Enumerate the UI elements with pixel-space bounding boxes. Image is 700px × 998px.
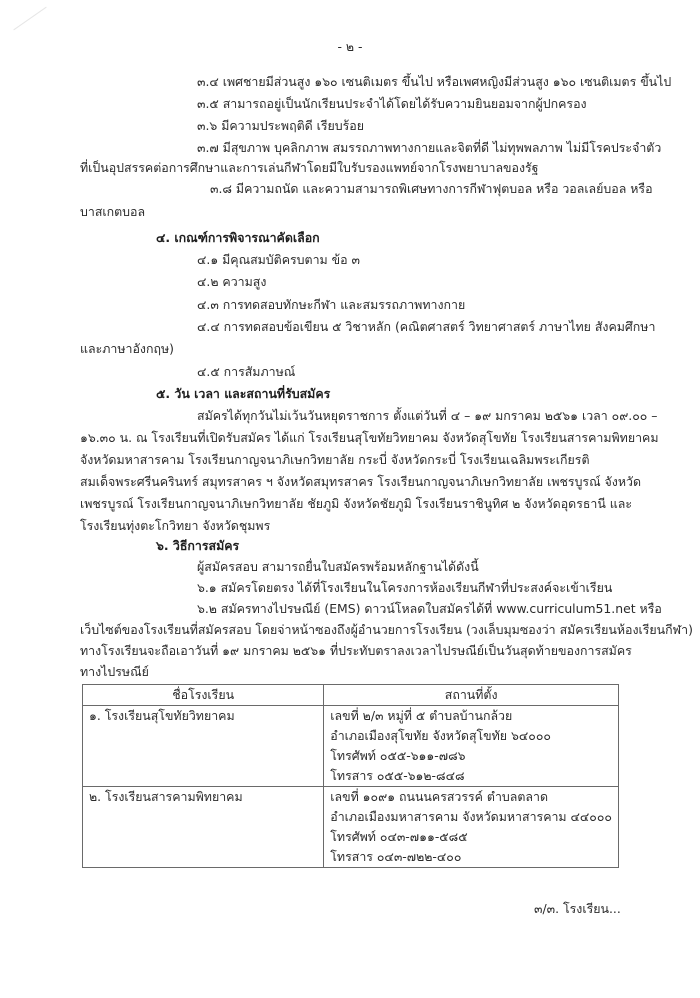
application-method-6-2-cont-1: เว็บไซต์ของโรงเรียนที่สมัครสอบ โดยจ่าหน้าซองถึงผู้อำนวยการโรงเรียน (วงเล็บมุมซองว่า สมัครเรียนห้องเรียนกีฬา) — [80, 622, 693, 637]
criterion-4-1: ๔.๑ มีคุณสมบัติครบตาม ข้อ ๓ — [197, 252, 360, 267]
criterion-4-4-cont: และภาษาอังกฤษ) — [80, 341, 174, 356]
qualification-3-4: ๓.๔ เพศชายมีส่วนสูง ๑๖๐ เซนติเมตร ขึ้นไป หรือเพศหญิงมีส่วนสูง ๑๖๐ เซนติเมตร ขึ้นไป — [197, 74, 672, 89]
qualification-3-6: ๓.๖ มีความประพฤติดี เรียบร้อย — [197, 118, 365, 133]
application-places-4: เพชรบูรณ์ โรงเรียนกาญจนาภิเษกวิทยาลัย ชัยภูมิ จังหวัดชัยภูมิ โรงเรียนราชินูทิศ ๒ จังหวัดอุดรธานี และ — [80, 496, 633, 511]
application-period: สมัครได้ทุกวันไม่เว้นวันหยุดราชการ ตั้งแต่วันที่ ๔ – ๑๙ มกราคม ๒๕๖๑ เวลา ๐๙.๐๐ – — [197, 408, 658, 423]
application-places-2: จังหวัดมหาสารคาม โรงเรียนกาญจนาภิเษกวิทยาลัย กระบี่ จังหวัดกระบี่ โรงเรียนเฉลิมพระเกียรติ — [80, 452, 590, 467]
phone-number: โทรศัพท์ ๐๔๓-๗๑๑-๕๘๕ — [330, 829, 468, 844]
table-header-row — [83, 685, 619, 706]
application-places-3: สมเด็จพระศรีนครินทร์ สมุทรสาคร ฯ จังหวัดสมุทรสาคร โรงเรียนกาญจนาภิเษกวิทยาลัย เพชรบูรณ์ จังหวัด — [80, 474, 642, 489]
address-line: เลขที่ ๒/๓ หมู่ที่ ๕ ตำบลบ้านกล้วย — [330, 708, 513, 723]
criterion-4-5: ๔.๕ การสัมภาษณ์ — [197, 364, 296, 379]
application-places-1: ๑๖.๓๐ น. ณ โรงเรียนที่เปิดรับสมัคร ได้แก่ โรงเรียนสุโขทัยวิทยาคม จังหวัดสุโขทัย โรงเรียนสารคามพิทยาคม — [80, 430, 659, 445]
application-method-6-2-cont-3: ทางไปรษณีย์ — [80, 664, 149, 679]
application-method-intro: ผู้สมัครสอบ สามารถยื่นใบสมัครพร้อมหลักฐานได้ดังนี้ — [197, 559, 479, 574]
address-line: เลขที่ ๑๐๙๑ ถนนนครสวรรค์ ตำบลตลาด — [330, 789, 549, 804]
criterion-4-3: ๔.๓ การทดสอบทักษะกีฬา และสมรรถภาพทางกาย — [197, 297, 466, 312]
section-5-heading: ๕. วัน เวลา และสถานที่รับสมัคร — [156, 386, 331, 401]
phone-number: โทรศัพท์ ๐๕๕-๖๑๑-๗๘๖ — [330, 748, 466, 763]
table-row — [83, 706, 619, 787]
schools-table — [82, 684, 619, 868]
qualification-3-7-cont: ที่เป็นอุปสรรคต่อการศึกษาและการเล่นกีฬาโดยมีใบรับรองแพทย์จากโรงพยาบาลของรัฐ — [80, 160, 539, 175]
section-4-heading: ๔. เกณฑ์การพิจารณาคัดเลือก — [156, 230, 320, 245]
application-method-6-1: ๖.๑ สมัครโดยตรง ได้ที่โรงเรียนในโครงการห้องเรียนกีฬาที่ประสงค์จะเข้าเรียน — [197, 580, 613, 595]
criterion-4-4: ๔.๔ การทดสอบข้อเขียน ๕ วิชาหลัก (คณิตศาสตร์ วิทยาศาสตร์ ภาษาไทย สังคมศึกษา — [197, 319, 656, 334]
address-district: อำเภอเมืองสุโขทัย จังหวัดสุโขทัย ๖๔๐๐๐ — [330, 728, 551, 743]
fax-number: โทรสาร ๐๔๓-๗๒๒-๔๐๐ — [330, 849, 462, 864]
qualification-3-5: ๓.๕ สามารถอยู่เป็นนักเรียนประจำได้โดยได้รับความยินยอมจากผู้ปกครอง — [197, 96, 587, 111]
page-number: - ๒ - — [337, 39, 363, 54]
continuation-note: ๓/๓. โรงเรียน... — [534, 901, 621, 916]
school-name: ๑. โรงเรียนสุโขทัยวิทยาคม — [89, 708, 235, 723]
application-places-5: โรงเรียนทุ่งตะโกวิทยา จังหวัดชุมพร — [80, 518, 271, 533]
column-header-school-name: ชื่อโรงเรียน — [83, 685, 324, 706]
fax-number: โทรสาร ๐๕๕-๖๑๒-๘๔๘ — [330, 768, 465, 783]
application-method-6-2: ๖.๒ สมัครทางไปรษณีย์ (EMS) ดาวน์โหลดใบสมัครได้ที่ www.curriculum51.net หรือ — [197, 601, 662, 616]
table-row — [83, 787, 619, 868]
section-6-heading: ๖. วิธีการสมัคร — [156, 538, 240, 553]
application-method-6-2-cont-2: ทางโรงเรียนจะถือเอาวันที่ ๑๙ มกราคม ๒๕๖๑ ที่ประทับตราลงเวลาไปรษณีย์เป็นวันสุดท้ายของการสมัคร — [80, 643, 632, 658]
qualification-3-8: ๓.๘ มีความถนัด และความสามารถพิเศษทางการกีฬาฟุตบอล หรือ วอลเลย์บอล หรือ — [210, 181, 653, 196]
qualification-3-7: ๓.๗ มีสุขภาพ บุคลิกภาพ สมรรถภาพทางกายและจิตที่ดี ไม่ทุพพลภาพ ไม่มีโรคประจำตัว — [197, 140, 662, 155]
school-name: ๒. โรงเรียนสารคามพิทยาคม — [89, 789, 243, 804]
criterion-4-2: ๔.๒ ความสูง — [197, 274, 267, 289]
scan-mark — [13, 7, 46, 31]
column-header-location: สถานที่ตั้ง — [324, 685, 619, 706]
address-district: อำเภอเมืองมหาสารคาม จังหวัดมหาสารคาม ๔๔๐๐๐ — [330, 809, 612, 824]
qualification-3-8-cont: บาสเกตบอล — [80, 204, 146, 219]
